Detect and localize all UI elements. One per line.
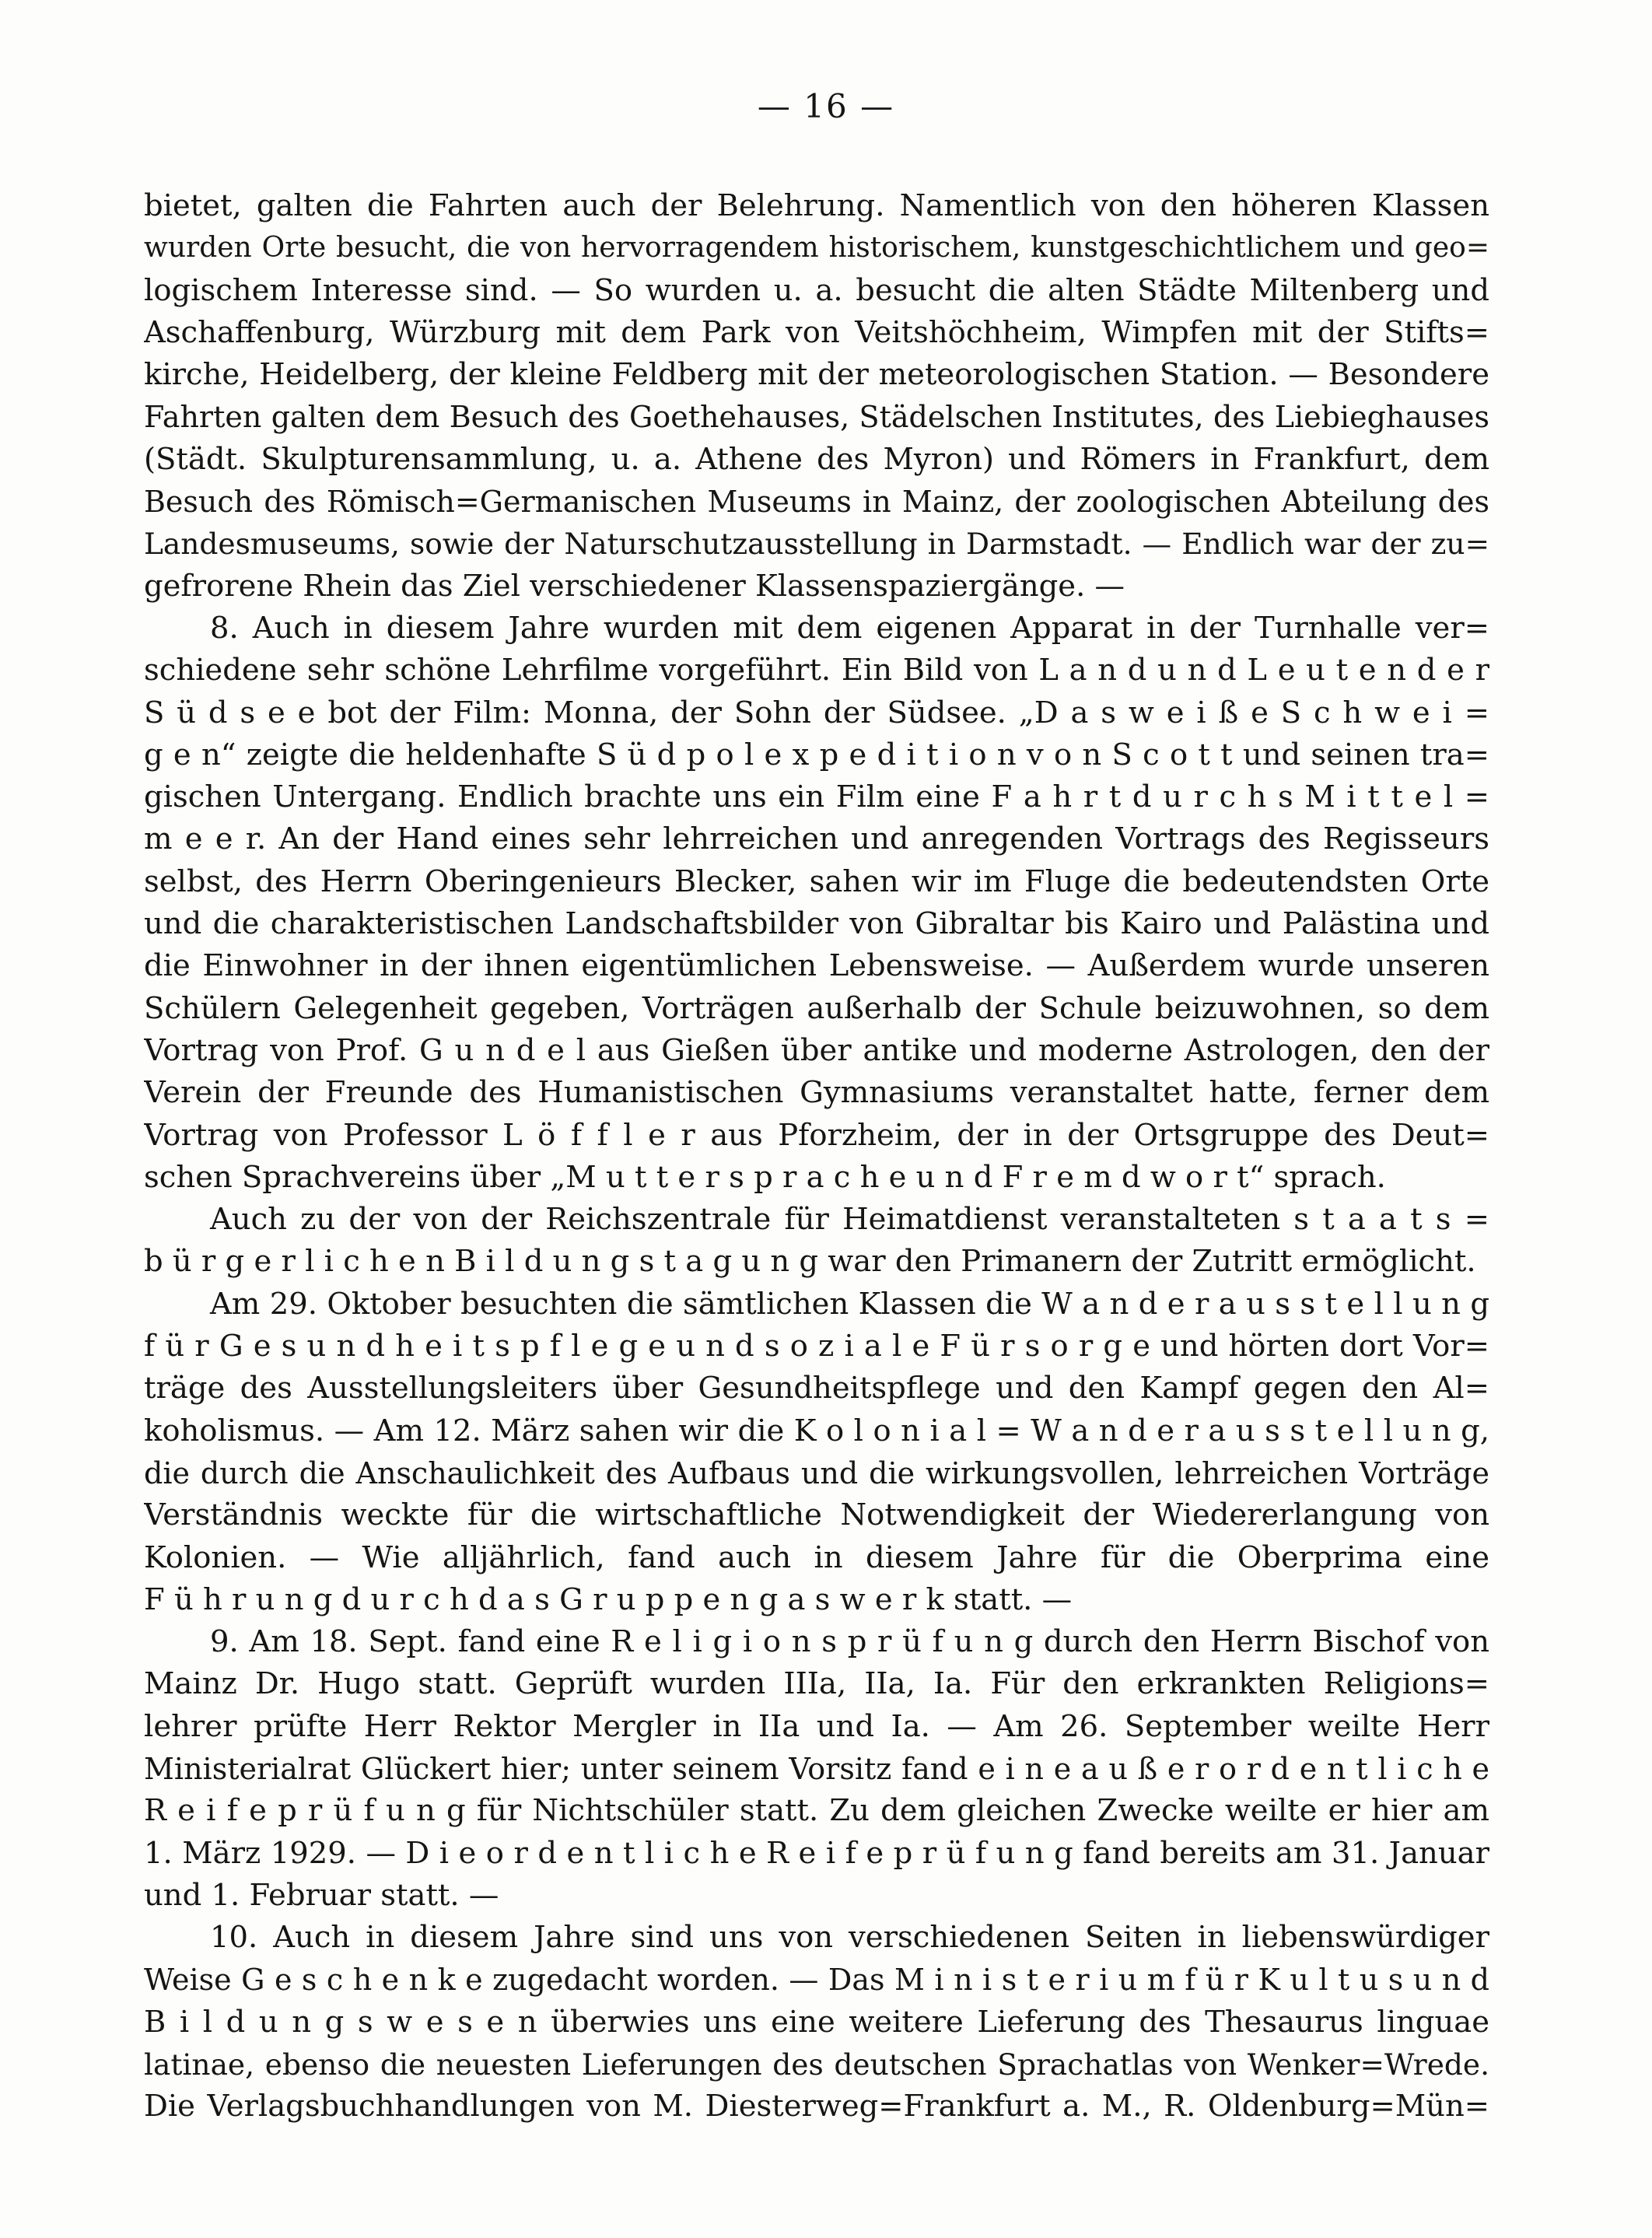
text-line: und 1. Februar statt. — (144, 1877, 499, 1913)
text-line: Am 29. Oktober besuchten die sämtlichen Klassen die W a n d e r a u s s t e l l u n g (210, 1286, 1489, 1322)
text-line: Mainz Dr. Hugo statt. Geprüft wurden IIIa, IIa, Ia. Für den erkrankten Religions= (144, 1666, 1489, 1702)
text-line: Verein der Freunde des Humanistischen Gymnasiums veranstaltet hatte, ferner dem (144, 1075, 1489, 1111)
text-line: f ü r G e s u n d h e i t s p f l e g e u n d s o z i a l e F ü r s o r g e und hörten dort Vor= (144, 1329, 1489, 1364)
text-line: die Einwohner in der ihnen eigentümlichen Lebensweise. — Außerdem wurde unseren (144, 948, 1489, 984)
text-line: wurden Orte besucht, die von hervorragendem historischem, kunstgeschichtlichem und geo= (144, 232, 1489, 264)
text-line: Weise G e s c h e n k e zugedacht worden. — Das M i n i s t e r i u m f ü r K u l t u s u n d (144, 1963, 1489, 1998)
text-line: R e i f e p r ü f u n g für Nichtschüler statt. Zu dem gleichen Zwecke weilte er hier am (144, 1793, 1489, 1829)
text-line: S ü d s e e bot der Film: Monna, der Sohn der Südsee. „D a s w e i ß e S c h w e i = (144, 695, 1489, 730)
text-line: (Städt. Skulpturensammlung, u. a. Athene des Myron) und Römers in Frankfurt, dem (144, 441, 1489, 477)
page-number: — 16 — (757, 87, 895, 125)
text-line: b ü r g e r l i c h e n B i l d u n g s t a g u n g war den Primanern der Zutritt ermöglicht. (144, 1244, 1476, 1280)
text-line: schen Sprachvereins über „M u t t e r s p r a c h e u n d F r e m d w o r t“ sprach. (144, 1159, 1386, 1195)
text-line: und die charakteristischen Landschaftsbilder von Gibraltar bis Kairo und Palästina und (144, 906, 1489, 942)
text-line: schiedene sehr schöne Lehrfilme vorgeführt. Ein Bild von L a n d u n d L e u t e n d e r (144, 653, 1489, 688)
text-line: Schülern Gelegenheit gegeben, Vorträgen außerhalb der Schule beizuwohnen, so dem (144, 990, 1489, 1026)
text-line: 8. Auch in diesem Jahre wurden mit dem eigenen Apparat in der Turnhalle ver= (210, 610, 1489, 646)
text-line: Kolonien. — Wie alljährlich, fand auch in diesem Jahre für die Oberprima eine (144, 1539, 1489, 1575)
text-line: gischen Untergang. Endlich brachte uns ein Film eine F a h r t d u r c h s M i t t e l = (144, 779, 1489, 815)
text-line: Vortrag von Prof. G u n d e l aus Gießen über antike und moderne Astrologen, den der (144, 1032, 1489, 1068)
text-line: Fahrten galten dem Besuch des Goethehauses, Städelschen Institutes, des Liebieghauses (144, 400, 1489, 435)
text-line: Besuch des Römisch=Germanischen Museums in Mainz, der zoologischen Abteilung des (144, 485, 1489, 520)
text-line: Die Verlagsbuchhandlungen von M. Diesterweg=Frankfurt a. M., R. Oldenburg=Mün= (144, 2089, 1489, 2124)
text-line: F ü h r u n g d u r c h d a s G r u p p e n g a s w e r k statt. — (144, 1581, 1073, 1617)
body-text (144, 185, 1489, 2128)
text-line: Landesmuseums, sowie der Naturschutzausstellung in Darmstadt. — Endlich war der zu= (144, 527, 1489, 562)
text-line: 9. Am 18. Sept. fand eine R e l i g i o n s p r ü f u n g durch den Herrn Bischof von (210, 1624, 1489, 1660)
text-line: logischem Interesse sind. — So wurden u. a. besucht die alten Städte Miltenberg und (144, 272, 1489, 308)
text-line: g e n“ zeigte die heldenhafte S ü d p o l e x p e d i t i o n v o n S c o t t und seinen tra= (144, 737, 1489, 772)
text-line: die durch die Anschaulichkeit des Aufbaus und die wirkungsvollen, lehrreichen Vorträge (144, 1455, 1489, 1490)
text-line: Aschaffenburg, Würzburg mit dem Park von Veitshöchheim, Wimpfen mit der Stifts= (144, 314, 1489, 350)
text-line: selbst, des Herrn Oberingenieurs Blecker, sahen wir im Fluge die bedeutendsten Orte (144, 863, 1489, 899)
text-line: 1. März 1929. — D i e o r d e n t l i c h e R e i f e p r ü f u n g fand bereits am 31. Januar (144, 1835, 1489, 1871)
text-line: Verständnis weckte für die wirtschaftliche Notwendigkeit der Wiedererlangung von (144, 1497, 1489, 1533)
text-line: B i l d u n g s w e s e n überwies uns eine weitere Lieferung des Thesaurus linguae (144, 2004, 1489, 2040)
text-line: koholismus. — Am 12. März sahen wir die K o l o n i a l = W a n d e r a u s s t e l l u n g, (144, 1413, 1489, 1448)
text-line: gefrorene Rhein das Ziel verschiedener Klassenspaziergänge. — (144, 568, 1125, 604)
text-line: lehrer prüfte Herr Rektor Mergler in IIa und Ia. — Am 26. September weilte Herr (144, 1708, 1489, 1744)
text-line: kirche, Heidelberg, der kleine Feldberg mit der meteorologischen Station. — Besondere (144, 357, 1489, 393)
text-line: Auch zu der von der Reichszentrale für Heimatdienst veranstalteten s t a a t s = (210, 1202, 1489, 1238)
text-line: m e e r. An der Hand eines sehr lehrreichen und anregenden Vortrags des Regisseurs (144, 821, 1489, 857)
text-line: Ministerialrat Glückert hier; unter seinem Vorsitz fand e i n e a u ß e r o r d e n t l i c h e (144, 1751, 1489, 1786)
text-line: latinae, ebenso die neuesten Lieferungen des deutschen Sprachatlas von Wenker=Wrede. (144, 2047, 1489, 2082)
text-line: Vortrag von Professor L ö f f l e r aus Pforzheim, der in der Ortsgruppe des Deut= (144, 1117, 1489, 1153)
text-line: träge des Ausstellungsleiters über Gesundheitspflege und den Kampf gegen den Al= (144, 1371, 1489, 1406)
text-line: bietet, galten die Fahrten auch der Belehrung. Namentlich von den höheren Klassen (144, 188, 1489, 223)
text-line: 10. Auch in diesem Jahre sind uns von verschiedenen Seiten in liebenswürdiger (210, 1920, 1489, 1956)
